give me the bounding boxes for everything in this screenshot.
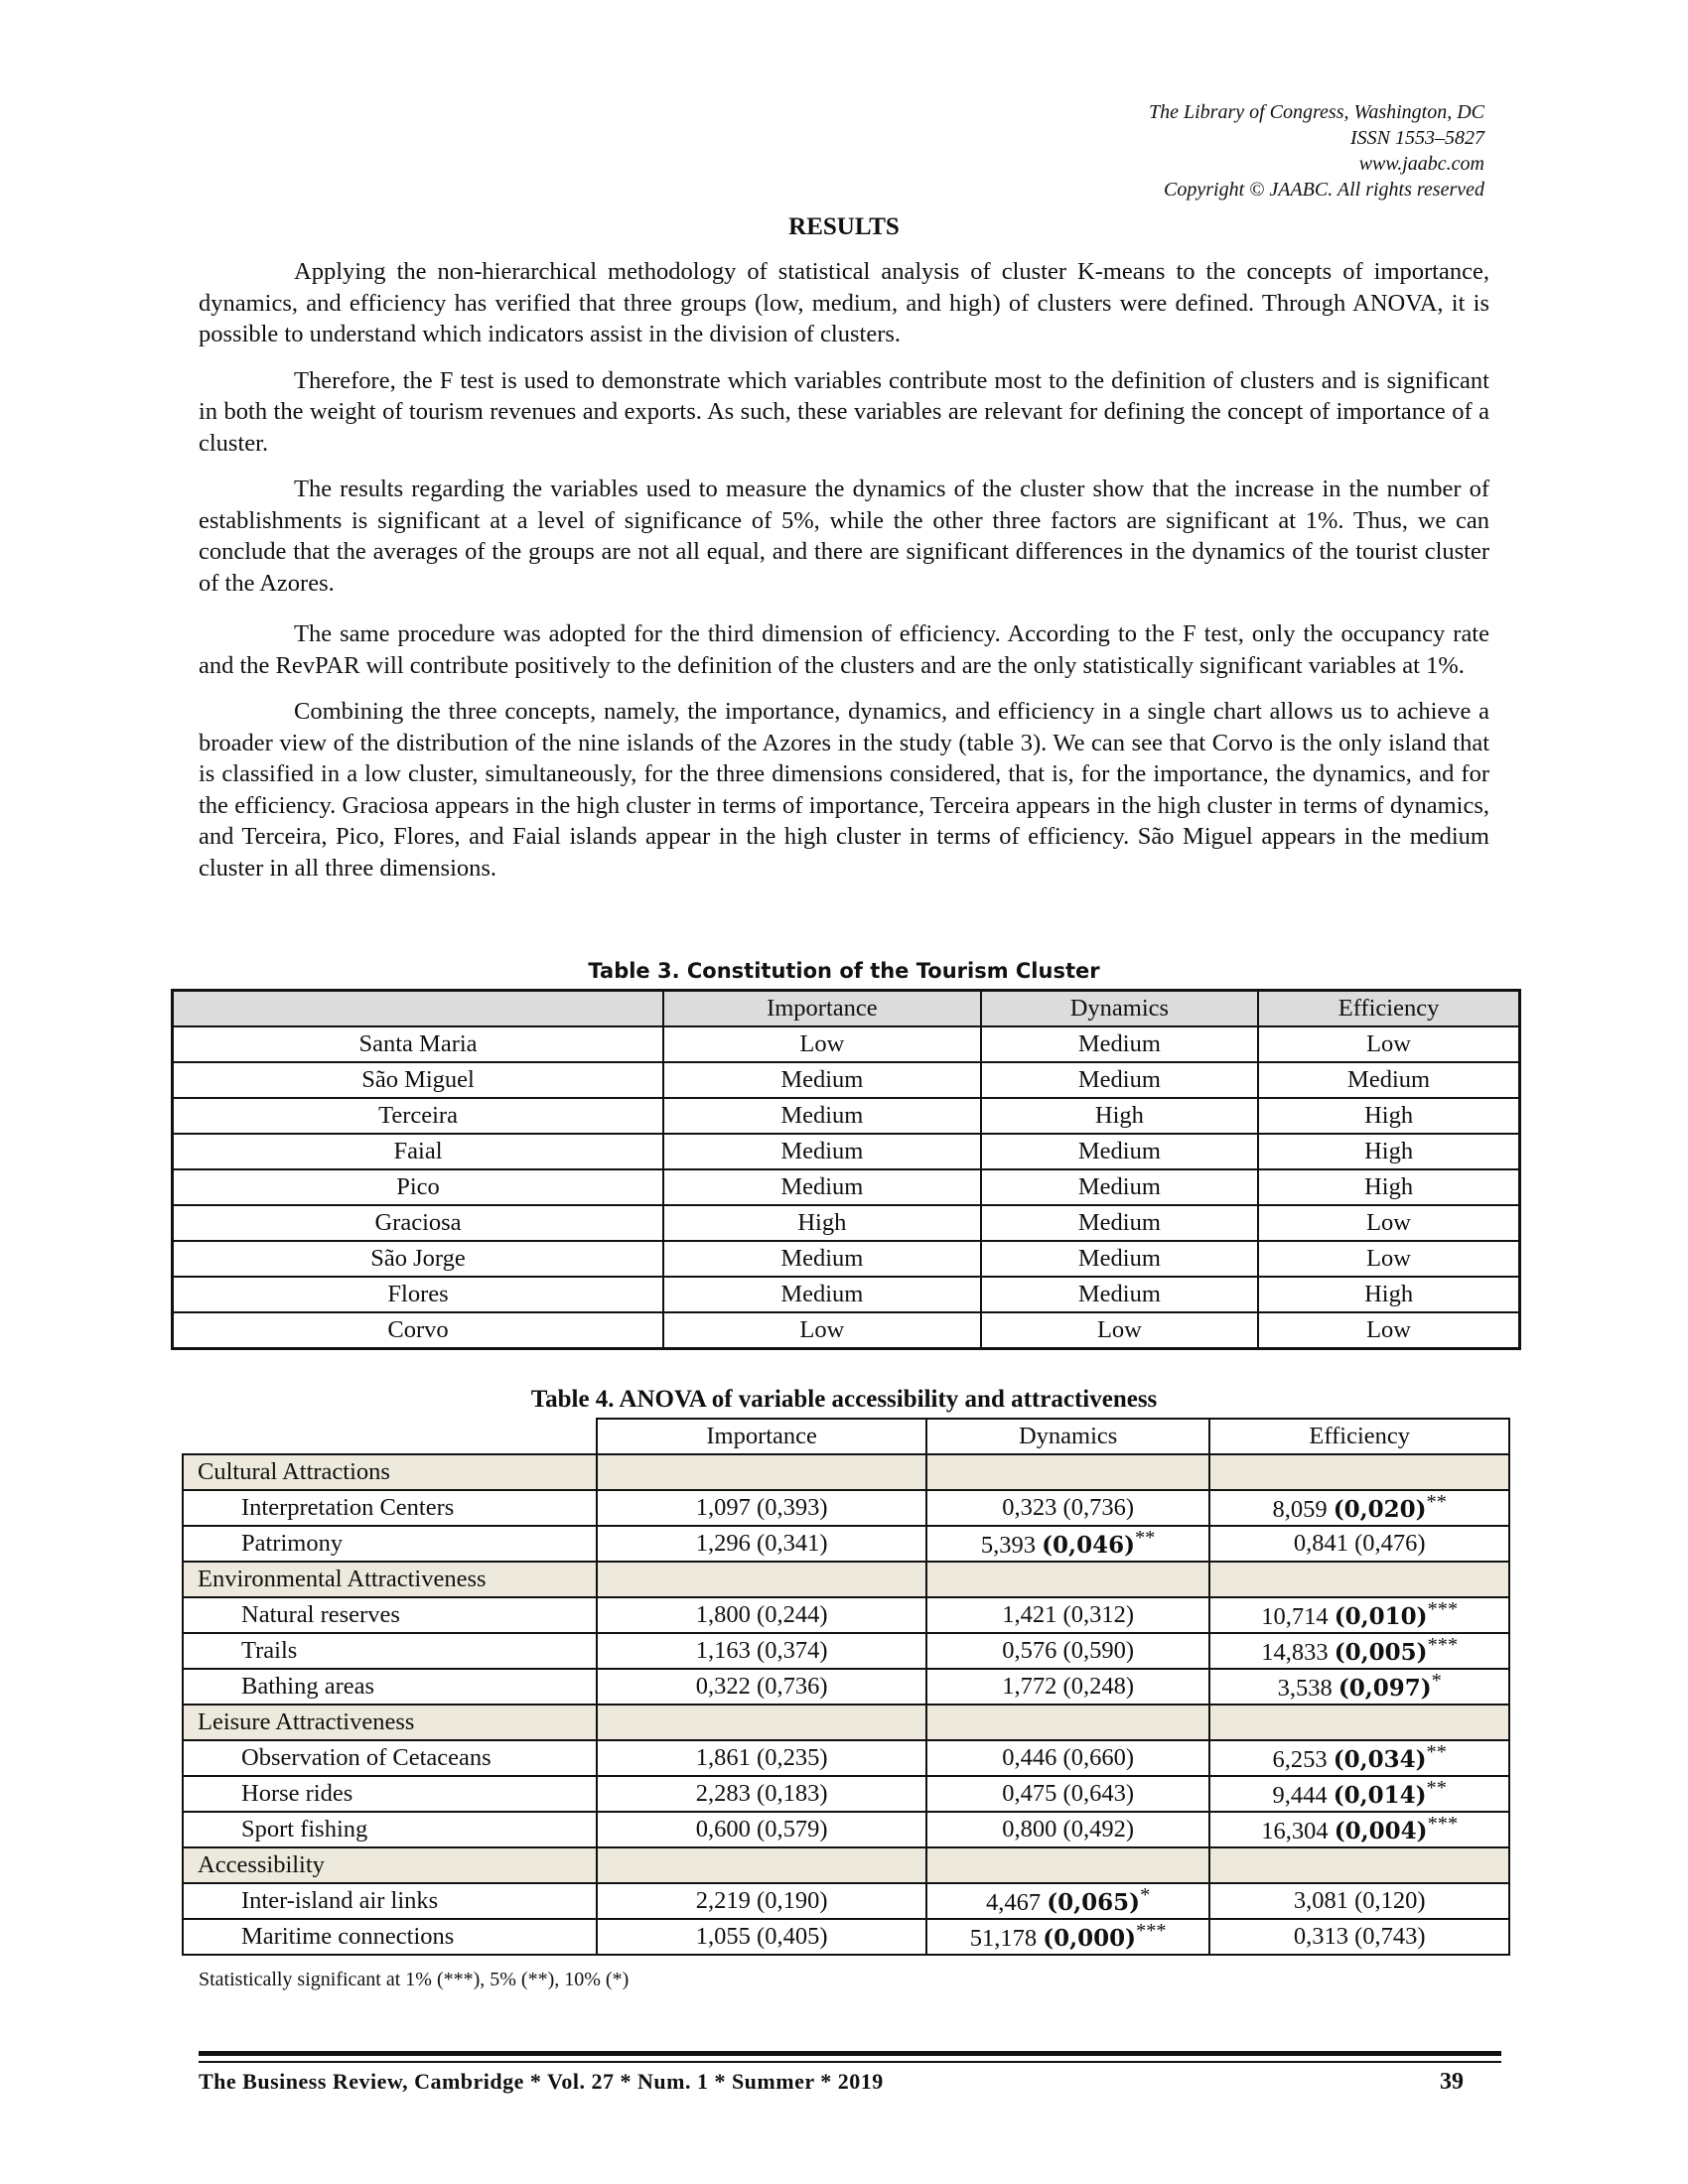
dynamics-cell (926, 1812, 1210, 1847)
empty-cell (926, 1454, 1210, 1490)
table4-row (183, 1597, 1509, 1633)
dynamics-cell (926, 1526, 1210, 1562)
efficiency-cell (1209, 1597, 1509, 1633)
table4-row (183, 1669, 1509, 1705)
table4 (182, 1418, 1510, 1956)
p-value: (0,097) (1337, 1675, 1432, 1703)
f-value: 9,444 (1272, 1782, 1328, 1810)
efficiency-cell: Low (1258, 1026, 1519, 1062)
f-value: 0,475 (1002, 1780, 1057, 1807)
table4-row (183, 1633, 1509, 1669)
empty-cell (1209, 1454, 1509, 1490)
p-value: (0,743) (1354, 1923, 1426, 1950)
paragraph: Combining the three concepts, namely, the importance, dynamics, and efficiency in a single chart allows us to achieve a broader view of the distribution of the nine islands of the Azores in the study (table 3). We can see that Corvo is the only island that is classified in a low cluster, simultaneously, for the three dimensions considered, that is, for the importance, the dynamics, and for the efficiency. Graciosa appears in the high cluster in terms of importance, Terceira appears in the high cluster in terms of dynamics, and Terceira, Pico, Flores, and Faial islands appear in the high cluster in terms of efficiency. São Miguel appears in the medium cluster in all three dimensions. (199, 698, 1489, 882)
empty-cell (926, 1705, 1210, 1740)
table4-row (183, 1919, 1509, 1955)
variable-label: Interpretation Centers (183, 1490, 597, 1526)
dynamics-cell (926, 1490, 1210, 1526)
footer-journal: The Business Review, Cambridge * Vol. 27 * Num. 1 * Summer * 2019 (199, 2069, 884, 2094)
header-line: The Library of Congress, Washington, DC (1148, 101, 1484, 123)
significance-stars: *** (1135, 1920, 1167, 1943)
table4-row (183, 1883, 1509, 1919)
group-label: Leisure Attractiveness (183, 1705, 597, 1740)
f-value: 1,772 (1002, 1673, 1057, 1700)
p-value: (0,004) (1334, 1818, 1428, 1845)
p-value: (0,579) (757, 1816, 828, 1843)
f-value: 2,219 (695, 1887, 751, 1914)
group-label: Cultural Attractions (183, 1454, 597, 1490)
significance-stars: *** (1427, 1813, 1459, 1836)
p-value: (0,034) (1333, 1746, 1427, 1774)
importance-cell (597, 1669, 925, 1705)
island-name: Terceira (173, 1098, 664, 1134)
table4-row (183, 1812, 1509, 1847)
table3-row (173, 1241, 1520, 1277)
p-value: (0,190) (757, 1887, 828, 1914)
importance-cell: Medium (663, 1062, 981, 1098)
table4-row (183, 1526, 1509, 1562)
island-name: Pico (173, 1169, 664, 1205)
efficiency-cell: Medium (1258, 1062, 1519, 1098)
importance-cell: Medium (663, 1098, 981, 1134)
paragraph: Therefore, the F test is used to demonstrate which variables contribute most to the definition of clusters and is significant in both the weight of tourism revenues and exports. As such, these variables are relevant for defining the concept of importance of a cluster. (199, 366, 1489, 457)
empty-cell (1209, 1705, 1509, 1740)
f-value: 14,833 (1261, 1639, 1329, 1667)
section-title: RESULTS (788, 213, 900, 240)
p-value: (0,235) (757, 1744, 828, 1771)
footer-rule (199, 2061, 1501, 2063)
f-value: 1,163 (695, 1637, 751, 1664)
efficiency-cell (1209, 1919, 1509, 1955)
paragraph: Applying the non-hierarchical methodology of statistical analysis of cluster K-means to the concepts of importance, dynamics, and efficiency has verified that three groups (low, medium, and high) of clusters were defined. Through ANOVA, it is possible to understand which indicators assist in the division of clusters. (199, 258, 1489, 347)
empty-cell (926, 1847, 1210, 1883)
dynamics-cell (926, 1919, 1210, 1955)
dynamics-cell: Medium (981, 1062, 1258, 1098)
p-value: (0,005) (1334, 1639, 1428, 1667)
f-value: 5,393 (980, 1532, 1037, 1560)
page-number: 39 (1440, 2069, 1464, 2095)
table3-header-cell: Importance (663, 991, 981, 1027)
table3-header-row (173, 991, 1520, 1027)
importance-cell: High (663, 1205, 981, 1241)
dynamics-cell (926, 1776, 1210, 1812)
importance-cell (597, 1740, 925, 1776)
p-value: (0,492) (1062, 1816, 1134, 1843)
efficiency-cell (1209, 1776, 1509, 1812)
group-label: Environmental Attractiveness (183, 1562, 597, 1597)
variable-label: Observation of Cetaceans (183, 1740, 597, 1776)
f-value: 8,059 (1272, 1496, 1328, 1524)
importance-cell (597, 1490, 925, 1526)
table4-header-cell: Importance (597, 1419, 925, 1454)
variable-label: Sport fishing (183, 1812, 597, 1847)
table3-row (173, 1026, 1520, 1062)
table3-row (173, 1134, 1520, 1169)
table3-row (173, 1205, 1520, 1241)
header-line: Copyright © JAABC. All rights reserved (1164, 179, 1484, 201)
table4-group-row (183, 1562, 1509, 1597)
empty-cell (597, 1562, 925, 1597)
table4-caption: Table 4. ANOVA of variable accessibility and attractiveness (530, 1386, 1158, 1413)
table3 (171, 989, 1521, 1350)
island-name: São Miguel (173, 1062, 664, 1098)
f-value: 2,283 (695, 1780, 751, 1807)
p-value: (0,046) (1042, 1532, 1135, 1560)
variable-label: Inter-island air links (183, 1883, 597, 1919)
f-value: 0,841 (1293, 1530, 1348, 1557)
p-value: (0,120) (1354, 1887, 1426, 1914)
f-value: 16,304 (1261, 1818, 1329, 1845)
importance-cell: Medium (663, 1169, 981, 1205)
table3-header-blank (173, 991, 664, 1027)
f-value: 1,800 (695, 1601, 751, 1628)
variable-label: Bathing areas (183, 1669, 597, 1705)
dynamics-cell: Medium (981, 1026, 1258, 1062)
p-value: (0,476) (1354, 1530, 1426, 1557)
p-value: (0,660) (1062, 1744, 1134, 1771)
empty-cell (1209, 1847, 1509, 1883)
f-value: 0,322 (695, 1673, 751, 1700)
group-label: Accessibility (183, 1847, 597, 1883)
table3-header-cell: Efficiency (1258, 991, 1519, 1027)
island-name: Faial (173, 1134, 664, 1169)
efficiency-cell: Low (1258, 1241, 1519, 1277)
p-value: (0,393) (757, 1494, 828, 1521)
header-line: www.jaabc.com (1358, 153, 1484, 175)
f-value: 1,421 (1002, 1601, 1057, 1628)
island-name: Graciosa (173, 1205, 664, 1241)
significance-stars: ** (1134, 1527, 1156, 1550)
efficiency-cell (1209, 1526, 1509, 1562)
table4-header-cell: Efficiency (1209, 1419, 1509, 1454)
p-value: (0,065) (1047, 1889, 1141, 1917)
efficiency-cell (1209, 1490, 1509, 1526)
dynamics-cell: Medium (981, 1205, 1258, 1241)
f-value: 6,253 (1272, 1746, 1328, 1774)
empty-cell (597, 1454, 925, 1490)
table3-row (173, 1169, 1520, 1205)
importance-cell (597, 1597, 925, 1633)
efficiency-cell (1209, 1740, 1509, 1776)
dynamics-cell: Medium (981, 1241, 1258, 1277)
table3-header-cell: Dynamics (981, 991, 1258, 1027)
dynamics-cell: Medium (981, 1134, 1258, 1169)
table4-header-blank (183, 1419, 597, 1454)
island-name: Flores (173, 1277, 664, 1312)
efficiency-cell (1209, 1883, 1509, 1919)
empty-cell (1209, 1562, 1509, 1597)
efficiency-cell: Low (1258, 1205, 1519, 1241)
p-value: (0,014) (1333, 1782, 1427, 1810)
significance-stars: * (1140, 1884, 1151, 1907)
table4-note: Statistically significant at 1% (***), 5% (**), 10% (*) (199, 1969, 630, 1990)
variable-label: Horse rides (183, 1776, 597, 1812)
f-value: 0,323 (1002, 1494, 1057, 1521)
f-value: 1,097 (695, 1494, 751, 1521)
p-value: (0,736) (757, 1673, 828, 1700)
significance-stars: *** (1427, 1598, 1459, 1621)
f-value: 1,861 (695, 1744, 751, 1771)
table3-row (173, 1098, 1520, 1134)
p-value: (0,643) (1062, 1780, 1134, 1807)
table3-row (173, 1312, 1520, 1349)
efficiency-cell: High (1258, 1098, 1519, 1134)
dynamics-cell: Medium (981, 1277, 1258, 1312)
p-value: (0,244) (757, 1601, 828, 1628)
f-value: 4,467 (986, 1889, 1042, 1917)
p-value: (0,000) (1043, 1925, 1136, 1953)
island-name: São Jorge (173, 1241, 664, 1277)
p-value: (0,405) (757, 1923, 828, 1950)
island-name: Corvo (173, 1312, 664, 1349)
f-value: 10,714 (1261, 1603, 1329, 1631)
table4-header-row (183, 1419, 1509, 1454)
empty-cell (597, 1705, 925, 1740)
table4-group-row (183, 1705, 1509, 1740)
efficiency-cell: High (1258, 1169, 1519, 1205)
importance-cell: Low (663, 1312, 981, 1349)
f-value: 0,600 (695, 1816, 751, 1843)
table4-row (183, 1740, 1509, 1776)
dynamics-cell (926, 1883, 1210, 1919)
table4-group-row (183, 1847, 1509, 1883)
p-value: (0,736) (1062, 1494, 1134, 1521)
table3-row (173, 1062, 1520, 1098)
f-value: 3,538 (1277, 1675, 1333, 1703)
p-value: (0,341) (757, 1530, 828, 1557)
p-value: (0,248) (1062, 1673, 1134, 1700)
significance-stars: ** (1426, 1777, 1447, 1800)
significance-stars: ** (1426, 1741, 1447, 1764)
importance-cell: Medium (663, 1277, 981, 1312)
empty-cell (926, 1562, 1210, 1597)
table4-group-row (183, 1454, 1509, 1490)
table3-caption: Table 3. Constitution of the Tourism Cluster (588, 959, 1100, 983)
body-text (199, 256, 1489, 898)
p-value: (0,010) (1334, 1603, 1428, 1631)
f-value: 1,296 (695, 1530, 751, 1557)
efficiency-cell: Low (1258, 1312, 1519, 1349)
f-value: 1,055 (695, 1923, 751, 1950)
table4-header-cell: Dynamics (926, 1419, 1210, 1454)
dynamics-cell: Medium (981, 1169, 1258, 1205)
footer-rule (199, 2051, 1501, 2056)
table3-row (173, 1277, 1520, 1312)
importance-cell (597, 1919, 925, 1955)
importance-cell (597, 1812, 925, 1847)
dynamics-cell (926, 1669, 1210, 1705)
importance-cell (597, 1633, 925, 1669)
journal-header (968, 99, 1484, 203)
p-value: (0,590) (1062, 1637, 1134, 1664)
efficiency-cell (1209, 1812, 1509, 1847)
importance-cell: Medium (663, 1134, 981, 1169)
f-value: 0,446 (1002, 1744, 1057, 1771)
f-value: 0,313 (1293, 1923, 1348, 1950)
efficiency-cell (1209, 1669, 1509, 1705)
f-value: 3,081 (1293, 1887, 1348, 1914)
variable-label: Maritime connections (183, 1919, 597, 1955)
dynamics-cell: Low (981, 1312, 1258, 1349)
table4-row (183, 1776, 1509, 1812)
dynamics-cell (926, 1633, 1210, 1669)
variable-label: Patrimony (183, 1526, 597, 1562)
importance-cell (597, 1526, 925, 1562)
significance-stars: ** (1426, 1491, 1447, 1514)
table4-row (183, 1490, 1509, 1526)
f-value: 0,800 (1002, 1816, 1057, 1843)
paragraph: The results regarding the variables used to measure the dynamics of the cluster show that the increase in the number of establishments is significant at a level of significance of 5%, while the other three factors are significant at 1%. Thus, we can conclude that the averages of the groups are not all equal, and there are significant differences in the dynamics of the tourist cluster of the Azores. (199, 476, 1489, 597)
variable-label: Trails (183, 1633, 597, 1669)
importance-cell (597, 1883, 925, 1919)
efficiency-cell: High (1258, 1277, 1519, 1312)
dynamics-cell: High (981, 1098, 1258, 1134)
dynamics-cell (926, 1597, 1210, 1633)
p-value: (0,374) (757, 1637, 828, 1664)
header-line: ISSN 1553–5827 (1350, 127, 1484, 149)
importance-cell: Medium (663, 1241, 981, 1277)
dynamics-cell (926, 1740, 1210, 1776)
efficiency-cell (1209, 1633, 1509, 1669)
variable-label: Natural reserves (183, 1597, 597, 1633)
p-value: (0,312) (1062, 1601, 1134, 1628)
f-value: 0,576 (1002, 1637, 1057, 1664)
significance-stars: * (1431, 1670, 1442, 1693)
empty-cell (597, 1847, 925, 1883)
significance-stars: *** (1427, 1634, 1459, 1657)
island-name: Santa Maria (173, 1026, 664, 1062)
paragraph: The same procedure was adopted for the third dimension of efficiency. According to the F test, only the occupancy rate and the RevPAR will contribute positively to the definition of the clusters and are the only statistically significant variables at 1%. (199, 620, 1489, 679)
efficiency-cell: High (1258, 1134, 1519, 1169)
p-value: (0,020) (1333, 1496, 1427, 1524)
importance-cell (597, 1776, 925, 1812)
importance-cell: Low (663, 1026, 981, 1062)
p-value: (0,183) (757, 1780, 828, 1807)
f-value: 51,178 (969, 1925, 1038, 1953)
